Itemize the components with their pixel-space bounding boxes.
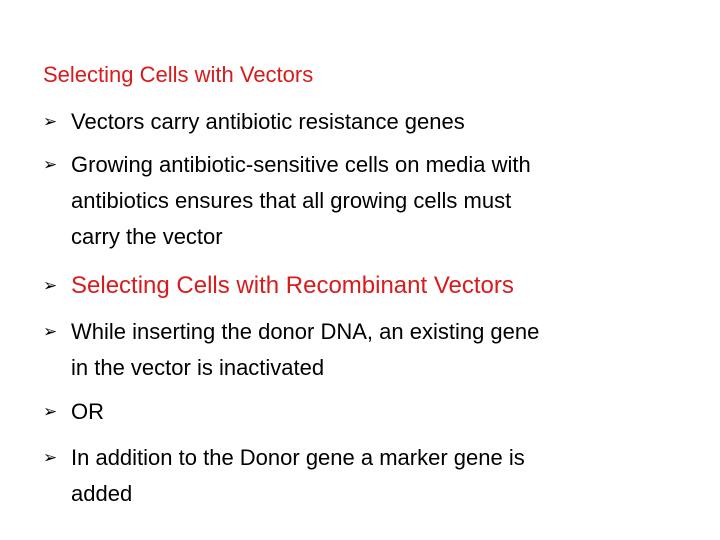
bullet-item <box>43 104 631 140</box>
bullet-item <box>43 314 631 386</box>
bullet-text: Vectors carry antibiotic resistance genes <box>71 109 465 134</box>
bullet-item <box>43 394 631 430</box>
bullet-text: In addition to the Donor gene a marker gene is added <box>71 445 525 506</box>
bullet-item <box>43 147 631 255</box>
bullet-item-highlight <box>43 268 631 304</box>
arrow-bullet-icon: ➢ <box>43 155 58 175</box>
bullet-text-highlight: Selecting Cells with Recombinant Vectors <box>71 272 514 299</box>
arrow-bullet-icon: ➢ <box>43 276 58 296</box>
arrow-bullet-icon: ➢ <box>43 448 58 468</box>
arrow-bullet-icon: ➢ <box>43 322 58 342</box>
arrow-bullet-icon: ➢ <box>43 112 58 132</box>
bullet-text: Growing antibiotic-sensitive cells on media with antibiotics ensures that all growing cells must carry the vector <box>71 152 531 249</box>
bullet-text: While inserting the donor DNA, an existing gene in the vector is inactivated <box>71 319 540 380</box>
arrow-bullet-icon: ➢ <box>43 402 58 422</box>
slide-heading: Selecting Cells with Vectors <box>43 62 314 87</box>
bullet-text: OR <box>71 399 104 424</box>
bullet-item <box>43 440 631 512</box>
